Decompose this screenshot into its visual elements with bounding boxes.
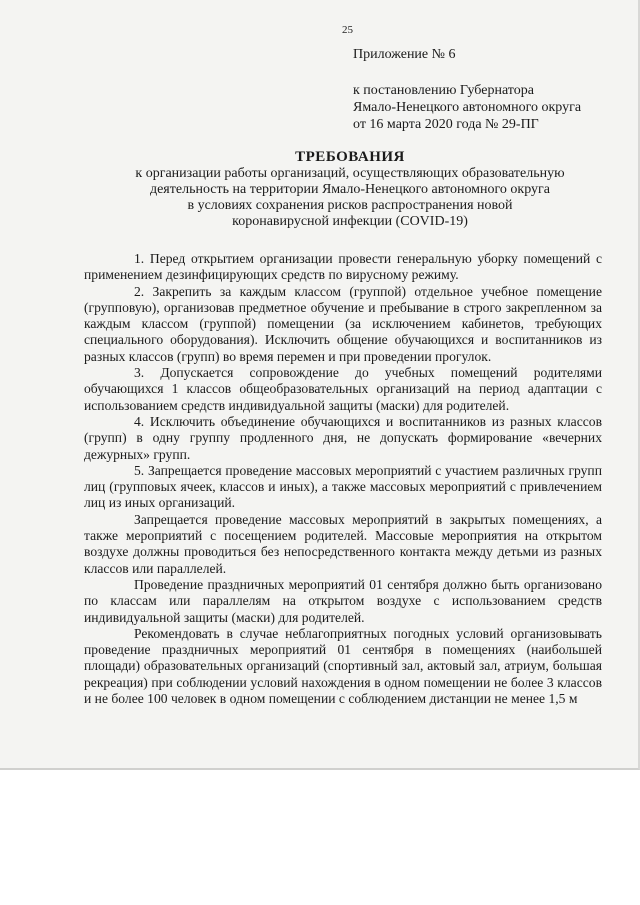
paragraph: Запрещается проведение массовых мероприятий в закрытых помещениях, а также мероприятий с посещением родителей. Массовые мероприятия на открытом воздухе должны проводиться без непосредственного контакта между детьми из разных классов или параллелей. (84, 511, 602, 576)
paragraph: 2. Закрепить за каждым классом (группой) отдельное учебное помещение (групповую), организовав предметное обучение и пребывание в строго закрепленном за каждым классом (группой) помещении (за исключением кабинетов, требующих специального оборудования). Исключить общение обучающихся и воспитанников из разных классов (групп) во время перемен и при проведении прогулок. (84, 283, 602, 364)
document-subtitle-line: коронавирусной инфекции (COVID-19) (232, 214, 468, 229)
appendix-line: к постановлению Губернатора (353, 83, 534, 98)
appendix-line: от 16 марта 2020 года № 29-ПГ (353, 117, 539, 132)
paragraph: 5. Запрещается проведение массовых мероприятий с участием различных групп лиц (групповых ячеек, классов и иных), а также массовых мероприятий с привлечением лиц из иных организаций. (84, 462, 602, 511)
appendix-title: Приложение № 6 (353, 47, 456, 62)
document-subtitle-line: деятельность на территории Ямало-Ненецкого автономного округа (149, 182, 551, 197)
document-heading (80, 148, 620, 230)
appendix-line: Ямало-Ненецкого автономного округа (353, 100, 582, 115)
document-body (84, 251, 602, 707)
paragraph: 4. Исключить объединение обучающихся и воспитанников из разных классов (групп) в одну группу продленного дня, не допускать формирование «вечерних дежурных» групп. (84, 413, 602, 462)
document-subtitle-line: в условиях сохранения рисков распространения новой (187, 198, 513, 213)
paragraph: Рекомендовать в случае неблагоприятных погодных условий организовывать проведение праздничных мероприятий 01 сентября в помещениях (наибольшей площади) образовательных организаций (спортивный зал, актовый зал, атриум, большая рекреация) при соблюдении условий нахождения в одном помещении не более 3 классов и не более 100 человек в одном помещении с соблюдением дистанции не менее 1,5 м (84, 625, 602, 707)
document-subtitle-line: к организации работы организаций, осуществляющих образовательную (135, 166, 565, 181)
paragraph: Проведение праздничных мероприятий 01 сентября должно быть организовано по классам или параллелям на открытом воздухе с использованием средств индивидуальной защиты (маски) для родителей. (84, 576, 602, 625)
paragraph: 3. Допускается сопровождение до учебных помещений родителями обучающихся 1 классов общеобразовательных организаций на период адаптации с использованием средств индивидуальной защиты (маски) для родителей. (84, 365, 602, 413)
appendix-block (353, 46, 613, 133)
paragraph: 1. Перед открытием организации провести генеральную уборку помещений с применением дезинфицирующих средств по вирусному режиму. (84, 251, 602, 283)
document-title: ТРЕБОВАНИЯ (295, 149, 405, 165)
page-number: 25 (342, 24, 353, 36)
